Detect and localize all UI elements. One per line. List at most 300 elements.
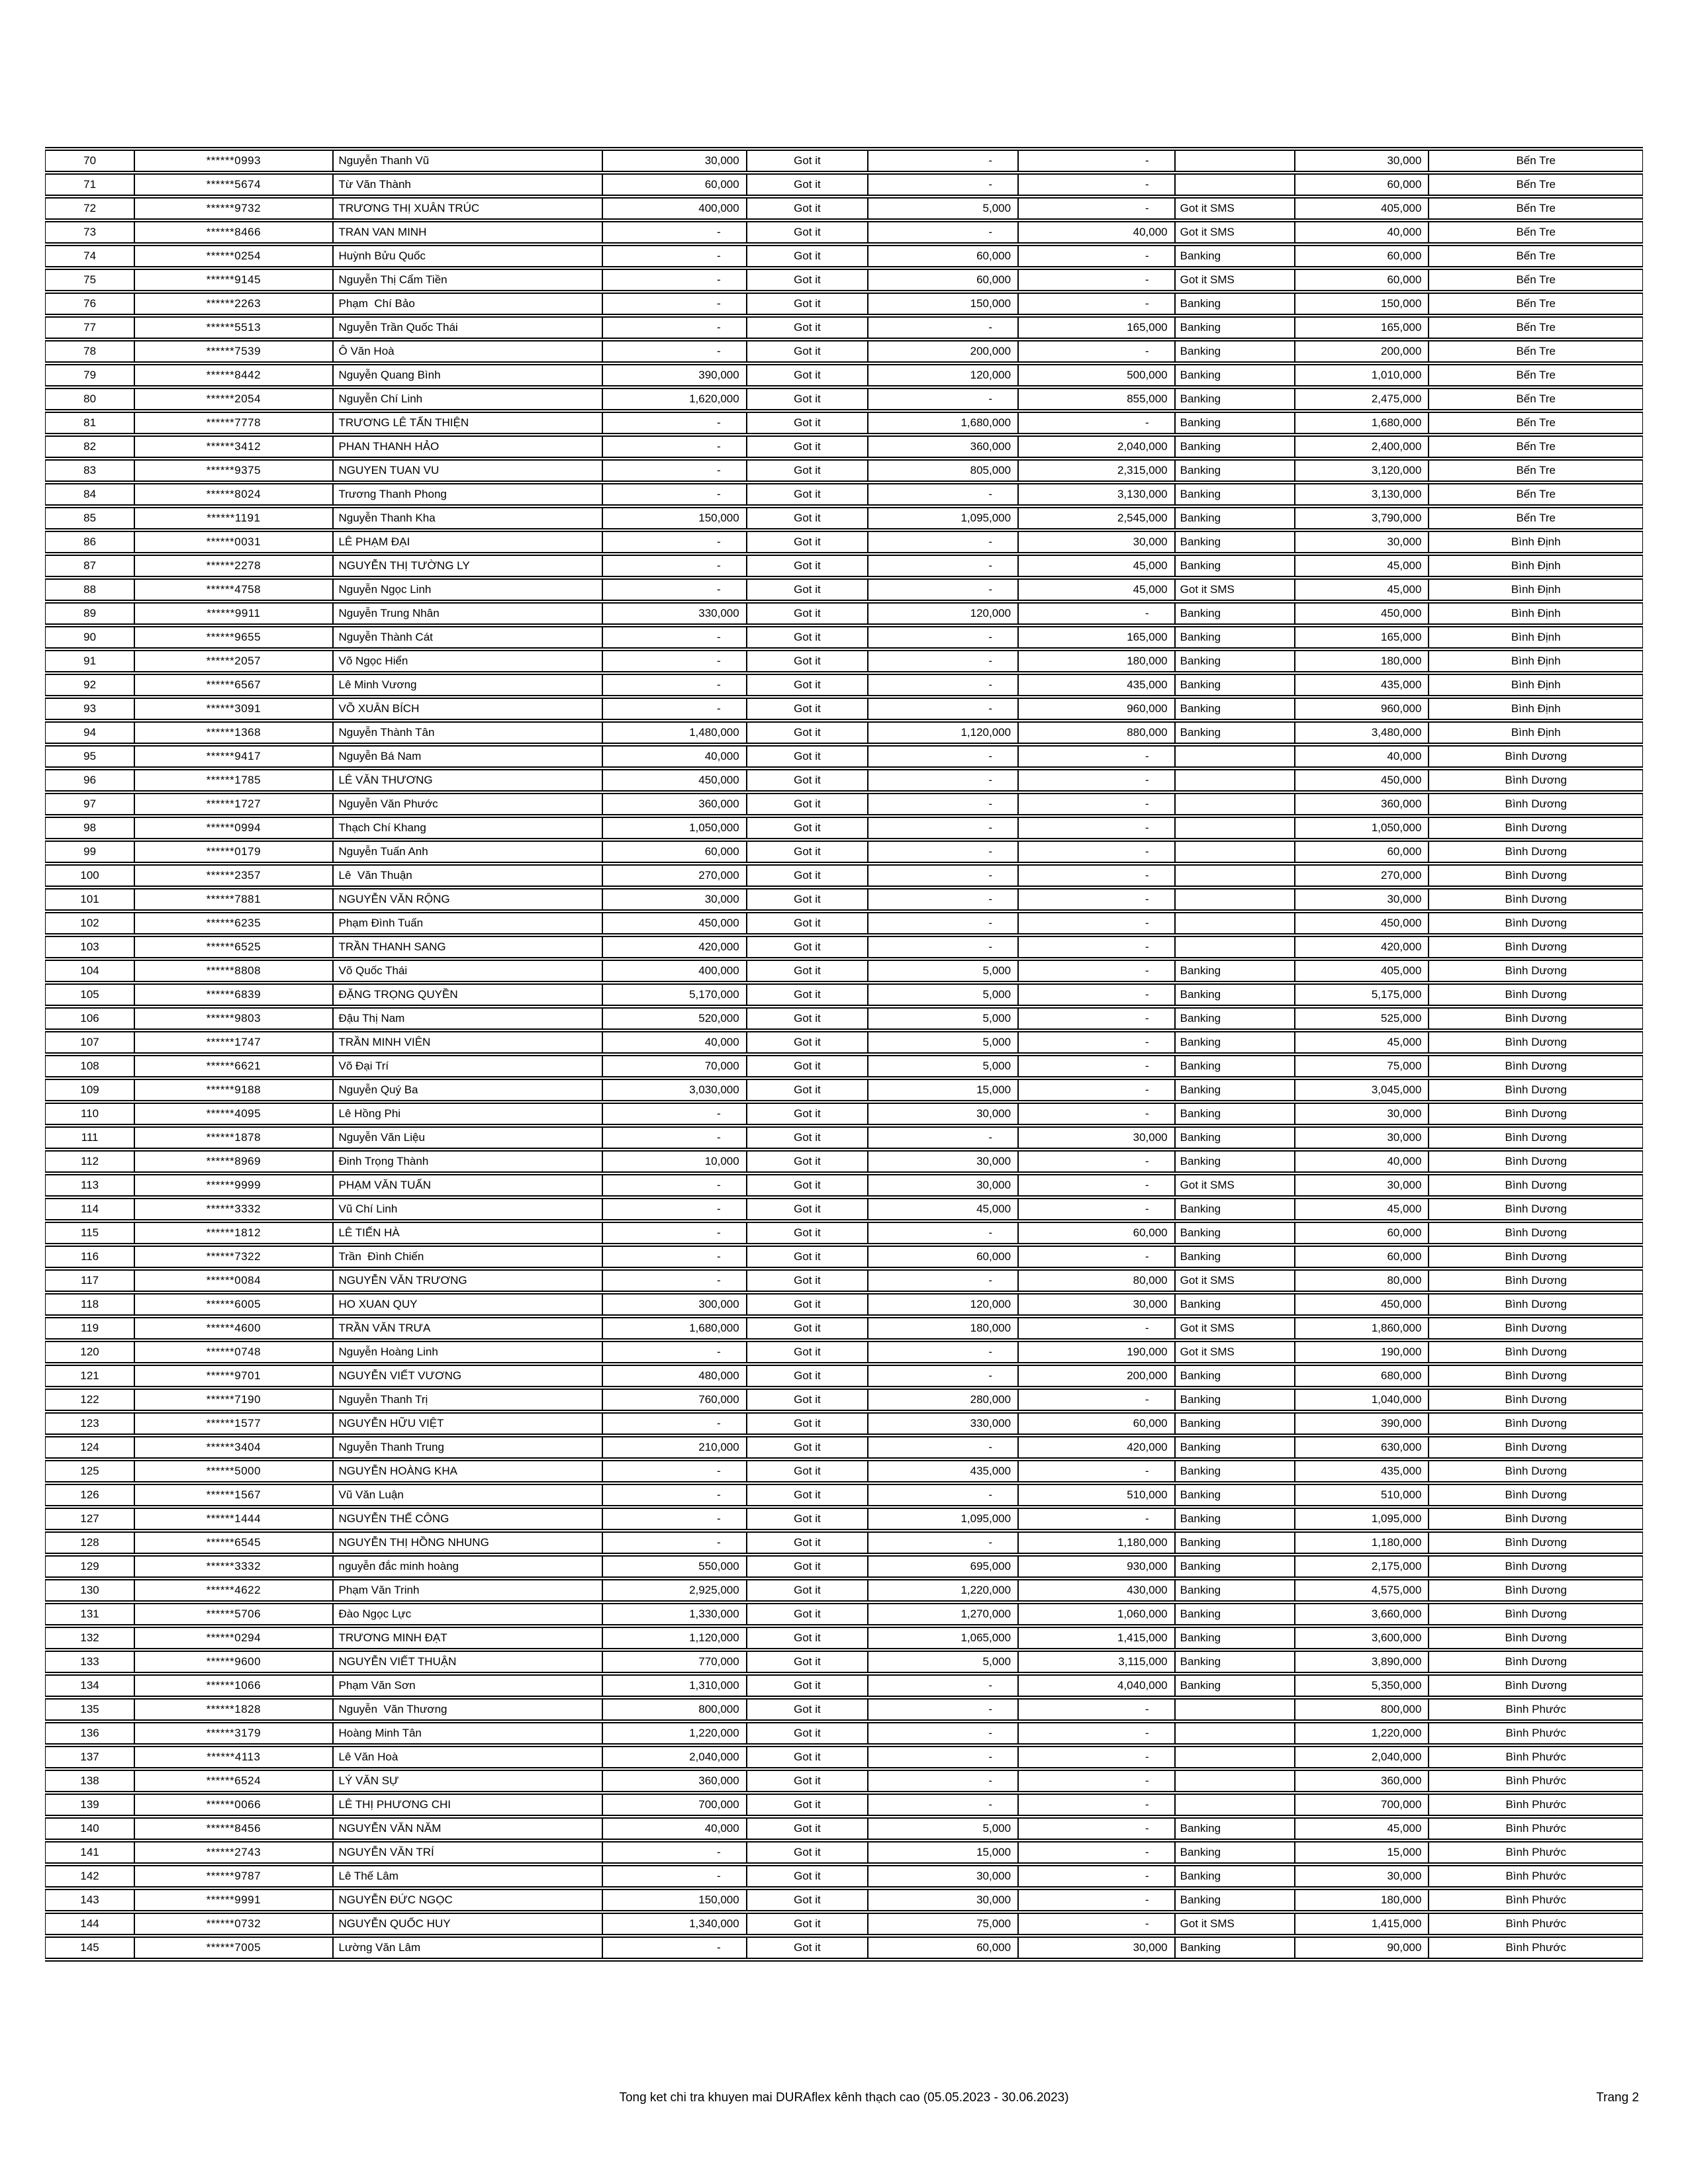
table-row xyxy=(45,1198,1643,1220)
cell-no: 75 xyxy=(45,269,134,291)
cell-phone: ******9655 xyxy=(134,626,332,649)
table-row xyxy=(45,817,1643,839)
cell-phone: ******0993 xyxy=(134,150,332,172)
cell-no: 94 xyxy=(45,721,134,744)
cell-name: Lê Thế Lâm xyxy=(333,1865,603,1888)
cell-phone: ******6235 xyxy=(134,912,332,934)
cell-amount3: - xyxy=(1018,245,1175,267)
cell-total: 680,000 xyxy=(1295,1365,1429,1387)
cell-no: 98 xyxy=(45,817,134,839)
cell-name: Nguyễn Ngọc Linh xyxy=(333,578,603,601)
cell-province: Bình Dương xyxy=(1429,1150,1643,1173)
cell-total: 1,220,000 xyxy=(1295,1722,1429,1745)
cell-amount2: - xyxy=(868,388,1018,410)
table-row xyxy=(45,1007,1643,1030)
cell-amount3: 30,000 xyxy=(1018,1126,1175,1149)
cell-amount1: 700,000 xyxy=(602,1794,746,1816)
cell-phone: ******4600 xyxy=(134,1317,332,1340)
cell-phone: ******9188 xyxy=(134,1079,332,1101)
cell-amount3: - xyxy=(1018,864,1175,887)
cell-amount1: - xyxy=(602,1198,746,1220)
cell-amount3: - xyxy=(1018,1150,1175,1173)
cell-no: 105 xyxy=(45,983,134,1006)
cell-amount3: 2,040,000 xyxy=(1018,435,1175,458)
cell-province: Bình Dương xyxy=(1429,1079,1643,1101)
cell-phone: ******1812 xyxy=(134,1222,332,1244)
cell-no: 115 xyxy=(45,1222,134,1244)
cell-method: Banking xyxy=(1175,1460,1295,1482)
cell-amount1: 40,000 xyxy=(602,745,746,768)
cell-amount3: 2,545,000 xyxy=(1018,507,1175,529)
cell-total: 40,000 xyxy=(1295,221,1429,244)
cell-amount1: - xyxy=(602,626,746,649)
cell-method: Banking xyxy=(1175,1484,1295,1506)
cell-amount1: 2,040,000 xyxy=(602,1746,746,1768)
table-row xyxy=(45,1484,1643,1506)
cell-total: 3,890,000 xyxy=(1295,1651,1429,1673)
table-row xyxy=(45,316,1643,339)
cell-province: Bình Phước xyxy=(1429,1817,1643,1840)
cell-amount3: - xyxy=(1018,1246,1175,1268)
cell-province: Bình Dương xyxy=(1429,1579,1643,1602)
cell-amount2: 30,000 xyxy=(868,1865,1018,1888)
cell-no: 143 xyxy=(45,1889,134,1911)
cell-method: Banking xyxy=(1175,435,1295,458)
cell-amount2: - xyxy=(868,531,1018,553)
cell-province: Bình Dương xyxy=(1429,888,1643,911)
cell-total: 1,095,000 xyxy=(1295,1508,1429,1530)
cell-phone: ******0294 xyxy=(134,1627,332,1649)
cell-phone: ******1567 xyxy=(134,1484,332,1506)
cell-amount1: - xyxy=(602,221,746,244)
cell-amount1: - xyxy=(602,1412,746,1435)
cell-method: Banking xyxy=(1175,1055,1295,1077)
cell-amount2: - xyxy=(868,888,1018,911)
table-row xyxy=(45,578,1643,601)
cell-amount2: - xyxy=(868,769,1018,792)
cell-status: Got it xyxy=(747,1436,868,1459)
cell-amount3: 960,000 xyxy=(1018,698,1175,720)
cell-province: Bình Phước xyxy=(1429,1865,1643,1888)
cell-amount2: 805,000 xyxy=(868,459,1018,482)
cell-total: 800,000 xyxy=(1295,1698,1429,1721)
cell-amount2: 45,000 xyxy=(868,1198,1018,1220)
cell-status: Got it xyxy=(747,1936,868,1959)
cell-status: Got it xyxy=(747,864,868,887)
cell-amount3: 80,000 xyxy=(1018,1269,1175,1292)
cell-province: Bình Dương xyxy=(1429,936,1643,958)
cell-phone: ******2743 xyxy=(134,1841,332,1864)
table-row xyxy=(45,793,1643,815)
cell-province: Bến Tre xyxy=(1429,150,1643,172)
cell-province: Bến Tre xyxy=(1429,459,1643,482)
cell-total: 165,000 xyxy=(1295,316,1429,339)
cell-status: Got it xyxy=(747,221,868,244)
cell-phone: ******5000 xyxy=(134,1460,332,1482)
cell-total: 270,000 xyxy=(1295,864,1429,887)
cell-amount3: - xyxy=(1018,1055,1175,1077)
cell-no: 130 xyxy=(45,1579,134,1602)
cell-phone: ******7322 xyxy=(134,1246,332,1268)
cell-method: Got it SMS xyxy=(1175,1317,1295,1340)
cell-name: NGUYỄN THẾ CÔNG xyxy=(333,1508,603,1530)
cell-amount1: 1,480,000 xyxy=(602,721,746,744)
cell-province: Bến Tre xyxy=(1429,245,1643,267)
cell-status: Got it xyxy=(747,1293,868,1316)
cell-no: 87 xyxy=(45,555,134,577)
cell-province: Bình Dương xyxy=(1429,1174,1643,1197)
cell-province: Bến Tre xyxy=(1429,435,1643,458)
cell-status: Got it xyxy=(747,364,868,387)
cell-no: 80 xyxy=(45,388,134,410)
cell-province: Bến Tre xyxy=(1429,316,1643,339)
cell-no: 84 xyxy=(45,483,134,506)
cell-name: Vũ Văn Luận xyxy=(333,1484,603,1506)
cell-amount1: - xyxy=(602,459,746,482)
table-row xyxy=(45,1365,1643,1387)
cell-no: 86 xyxy=(45,531,134,553)
cell-no: 138 xyxy=(45,1770,134,1792)
cell-amount3: 930,000 xyxy=(1018,1555,1175,1578)
cell-no: 96 xyxy=(45,769,134,792)
cell-status: Got it xyxy=(747,1269,868,1292)
cell-amount3: 880,000 xyxy=(1018,721,1175,744)
cell-name: NGUYỄN HOÀNG KHA xyxy=(333,1460,603,1482)
cell-no: 78 xyxy=(45,340,134,363)
cell-name: Từ Văn Thành xyxy=(333,173,603,196)
cell-name: Nguyễn Thành Tân xyxy=(333,721,603,744)
cell-method: Got it SMS xyxy=(1175,1913,1295,1935)
cell-phone: ******9803 xyxy=(134,1007,332,1030)
cell-province: Bình Dương xyxy=(1429,1007,1643,1030)
cell-name: Nguyễn Thành Cát xyxy=(333,626,603,649)
cell-amount1: - xyxy=(602,531,746,553)
cell-no: 77 xyxy=(45,316,134,339)
cell-status: Got it xyxy=(747,340,868,363)
cell-amount3: - xyxy=(1018,841,1175,863)
cell-method xyxy=(1175,745,1295,768)
cell-province: Bình Dương xyxy=(1429,1103,1643,1125)
cell-no: 103 xyxy=(45,936,134,958)
cell-no: 126 xyxy=(45,1484,134,1506)
table-row xyxy=(45,459,1643,482)
cell-status: Got it xyxy=(747,960,868,982)
cell-phone: ******4622 xyxy=(134,1579,332,1602)
cell-total: 165,000 xyxy=(1295,626,1429,649)
cell-amount2: - xyxy=(868,1365,1018,1387)
cell-method xyxy=(1175,769,1295,792)
cell-amount3: - xyxy=(1018,1388,1175,1411)
cell-phone: ******1577 xyxy=(134,1412,332,1435)
cell-total: 90,000 xyxy=(1295,1936,1429,1959)
cell-phone: ******7881 xyxy=(134,888,332,911)
cell-amount2: - xyxy=(868,173,1018,196)
cell-total: 405,000 xyxy=(1295,197,1429,220)
cell-no: 102 xyxy=(45,912,134,934)
cell-method: Banking xyxy=(1175,1555,1295,1578)
cell-name: Trương Thanh Phong xyxy=(333,483,603,506)
cell-no: 108 xyxy=(45,1055,134,1077)
cell-name: NGUYỄN VĂN TRÍ xyxy=(333,1841,603,1864)
cell-total: 510,000 xyxy=(1295,1484,1429,1506)
cell-amount2: 1,220,000 xyxy=(868,1579,1018,1602)
cell-amount1: - xyxy=(602,245,746,267)
cell-phone: ******6524 xyxy=(134,1770,332,1792)
cell-amount1: 40,000 xyxy=(602,1817,746,1840)
cell-method: Banking xyxy=(1175,483,1295,506)
cell-amount3: - xyxy=(1018,1698,1175,1721)
cell-province: Bình Dương xyxy=(1429,1269,1643,1292)
cell-phone: ******4095 xyxy=(134,1103,332,1125)
cell-total: 360,000 xyxy=(1295,793,1429,815)
cell-status: Got it xyxy=(747,1317,868,1340)
cell-phone: ******8969 xyxy=(134,1150,332,1173)
cell-method: Banking xyxy=(1175,1222,1295,1244)
cell-province: Bình Dương xyxy=(1429,1436,1643,1459)
table-row xyxy=(45,745,1643,768)
cell-name: Nguyễn Chí Linh xyxy=(333,388,603,410)
cell-name: Nguyễn Thanh Trung xyxy=(333,1436,603,1459)
table-row xyxy=(45,650,1643,672)
cell-amount2: - xyxy=(868,150,1018,172)
cell-status: Got it xyxy=(747,674,868,696)
cell-amount2: 1,095,000 xyxy=(868,1508,1018,1530)
table-row xyxy=(45,1293,1643,1316)
cell-name: LÊ PHẠM ĐẠI xyxy=(333,531,603,553)
cell-total: 60,000 xyxy=(1295,1246,1429,1268)
cell-no: 125 xyxy=(45,1460,134,1482)
cell-method: Got it SMS xyxy=(1175,1341,1295,1363)
cell-phone: ******2057 xyxy=(134,650,332,672)
cell-status: Got it xyxy=(747,793,868,815)
cell-amount1: - xyxy=(602,698,746,720)
cell-name: TRẦN MINH VIÊN xyxy=(333,1031,603,1054)
cell-status: Got it xyxy=(747,1388,868,1411)
cell-method xyxy=(1175,1794,1295,1816)
cell-method: Got it SMS xyxy=(1175,221,1295,244)
cell-no: 142 xyxy=(45,1865,134,1888)
cell-no: 122 xyxy=(45,1388,134,1411)
cell-status: Got it xyxy=(747,1460,868,1482)
table-row xyxy=(45,1222,1643,1244)
table-row xyxy=(45,364,1643,387)
cell-amount2: 1,095,000 xyxy=(868,507,1018,529)
cell-province: Bình Định xyxy=(1429,602,1643,625)
table-row xyxy=(45,507,1643,529)
cell-no: 121 xyxy=(45,1365,134,1387)
cell-method: Banking xyxy=(1175,650,1295,672)
cell-amount3: 165,000 xyxy=(1018,316,1175,339)
cell-phone: ******0732 xyxy=(134,1913,332,1935)
cell-name: Nguyễn Trần Quốc Thái xyxy=(333,316,603,339)
cell-phone: ******6621 xyxy=(134,1055,332,1077)
table-row xyxy=(45,1341,1643,1363)
cell-no: 88 xyxy=(45,578,134,601)
cell-no: 92 xyxy=(45,674,134,696)
cell-phone: ******6545 xyxy=(134,1531,332,1554)
cell-amount1: 360,000 xyxy=(602,793,746,815)
cell-phone: ******0179 xyxy=(134,841,332,863)
cell-name: NGUYỄN VĂN NĂM xyxy=(333,1817,603,1840)
cell-phone: ******8442 xyxy=(134,364,332,387)
cell-total: 30,000 xyxy=(1295,1174,1429,1197)
cell-total: 2,400,000 xyxy=(1295,435,1429,458)
cell-amount3: - xyxy=(1018,1722,1175,1745)
cell-status: Got it xyxy=(747,626,868,649)
cell-status: Got it xyxy=(747,1698,868,1721)
cell-amount2: 60,000 xyxy=(868,1936,1018,1959)
cell-phone: ******1878 xyxy=(134,1126,332,1149)
cell-amount3: 60,000 xyxy=(1018,1222,1175,1244)
cell-no: 107 xyxy=(45,1031,134,1054)
cell-amount3: - xyxy=(1018,1508,1175,1530)
cell-method: Banking xyxy=(1175,674,1295,696)
cell-amount1: 520,000 xyxy=(602,1007,746,1030)
cell-method: Banking xyxy=(1175,1150,1295,1173)
cell-no: 93 xyxy=(45,698,134,720)
cell-status: Got it xyxy=(747,1817,868,1840)
cell-status: Got it xyxy=(747,1222,868,1244)
cell-no: 118 xyxy=(45,1293,134,1316)
cell-phone: ******1368 xyxy=(134,721,332,744)
cell-province: Bến Tre xyxy=(1429,340,1643,363)
table-row xyxy=(45,1627,1643,1649)
cell-amount1: - xyxy=(602,316,746,339)
cell-amount1: 3,030,000 xyxy=(602,1079,746,1101)
cell-total: 30,000 xyxy=(1295,1126,1429,1149)
cell-phone: ******1191 xyxy=(134,507,332,529)
cell-amount1: 550,000 xyxy=(602,1555,746,1578)
cell-no: 89 xyxy=(45,602,134,625)
cell-province: Bến Tre xyxy=(1429,293,1643,315)
cell-phone: ******1747 xyxy=(134,1031,332,1054)
cell-name: Lê Minh Vương xyxy=(333,674,603,696)
cell-amount1: - xyxy=(602,293,746,315)
cell-province: Bình Dương xyxy=(1429,745,1643,768)
cell-total: 60,000 xyxy=(1295,245,1429,267)
cell-phone: ******7190 xyxy=(134,1388,332,1411)
cell-total: 525,000 xyxy=(1295,1007,1429,1030)
cell-total: 450,000 xyxy=(1295,912,1429,934)
cell-amount2: 1,065,000 xyxy=(868,1627,1018,1649)
cell-total: 30,000 xyxy=(1295,531,1429,553)
table-row xyxy=(45,531,1643,553)
cell-total: 390,000 xyxy=(1295,1412,1429,1435)
cell-method: Got it SMS xyxy=(1175,269,1295,291)
table-row xyxy=(45,1746,1643,1768)
cell-name: NGUYỄN VĂN TRƯƠNG xyxy=(333,1269,603,1292)
cell-total: 5,350,000 xyxy=(1295,1674,1429,1697)
cell-phone: ******2357 xyxy=(134,864,332,887)
cell-method xyxy=(1175,1770,1295,1792)
cell-name: nguyễn đắc minh hoàng xyxy=(333,1555,603,1578)
cell-total: 960,000 xyxy=(1295,698,1429,720)
table-row xyxy=(45,1412,1643,1435)
cell-name: NGUYỄN HỮU VIỆT xyxy=(333,1412,603,1435)
table-row xyxy=(45,150,1643,172)
cell-total: 45,000 xyxy=(1295,578,1429,601)
cell-no: 70 xyxy=(45,150,134,172)
cell-amount2: 280,000 xyxy=(868,1388,1018,1411)
cell-no: 117 xyxy=(45,1269,134,1292)
cell-total: 3,130,000 xyxy=(1295,483,1429,506)
cell-amount2: - xyxy=(868,1436,1018,1459)
cell-amount2: 5,000 xyxy=(868,1055,1018,1077)
payout-table xyxy=(45,147,1643,1962)
cell-province: Bình Dương xyxy=(1429,1508,1643,1530)
cell-amount2: - xyxy=(868,1674,1018,1697)
cell-phone: ******9600 xyxy=(134,1651,332,1673)
cell-total: 180,000 xyxy=(1295,1889,1429,1911)
cell-name: Nguyễn Văn Phước xyxy=(333,793,603,815)
cell-amount1: 270,000 xyxy=(602,864,746,887)
cell-province: Bình Dương xyxy=(1429,769,1643,792)
cell-province: Bình Dương xyxy=(1429,1603,1643,1625)
cell-province: Bến Tre xyxy=(1429,388,1643,410)
cell-amount1: - xyxy=(602,1174,746,1197)
cell-name: Đinh Trọng Thành xyxy=(333,1150,603,1173)
cell-amount2: - xyxy=(868,578,1018,601)
cell-amount2: 75,000 xyxy=(868,1913,1018,1935)
cell-amount2: 30,000 xyxy=(868,1150,1018,1173)
cell-amount1: 770,000 xyxy=(602,1651,746,1673)
cell-province: Bình Định xyxy=(1429,578,1643,601)
cell-no: 111 xyxy=(45,1126,134,1149)
table-row xyxy=(45,721,1643,744)
cell-province: Bình Phước xyxy=(1429,1889,1643,1911)
cell-province: Bình Dương xyxy=(1429,1293,1643,1316)
cell-phone: ******8456 xyxy=(134,1817,332,1840)
cell-amount1: 210,000 xyxy=(602,1436,746,1459)
cell-name: Nguyễn Thanh Vũ xyxy=(333,150,603,172)
table-row xyxy=(45,1936,1643,1959)
cell-no: 76 xyxy=(45,293,134,315)
cell-no: 139 xyxy=(45,1794,134,1816)
table-row xyxy=(45,864,1643,887)
cell-name: Huỳnh Bửu Quốc xyxy=(333,245,603,267)
cell-province: Bình Dương xyxy=(1429,1627,1643,1649)
cell-total: 1,050,000 xyxy=(1295,817,1429,839)
cell-status: Got it xyxy=(747,1484,868,1506)
cell-amount2: 200,000 xyxy=(868,340,1018,363)
cell-phone: ******6005 xyxy=(134,1293,332,1316)
cell-total: 60,000 xyxy=(1295,269,1429,291)
cell-total: 435,000 xyxy=(1295,1460,1429,1482)
cell-amount3: 165,000 xyxy=(1018,626,1175,649)
cell-no: 116 xyxy=(45,1246,134,1268)
cell-amount3: 60,000 xyxy=(1018,1412,1175,1435)
cell-total: 450,000 xyxy=(1295,769,1429,792)
cell-no: 112 xyxy=(45,1150,134,1173)
cell-phone: ******9417 xyxy=(134,745,332,768)
cell-amount2: - xyxy=(868,483,1018,506)
cell-method xyxy=(1175,1746,1295,1768)
cell-method xyxy=(1175,888,1295,911)
cell-phone: ******3412 xyxy=(134,435,332,458)
cell-total: 190,000 xyxy=(1295,1341,1429,1363)
cell-amount2: - xyxy=(868,745,1018,768)
cell-amount1: 1,620,000 xyxy=(602,388,746,410)
cell-name: Lê Văn Thuận xyxy=(333,864,603,887)
cell-amount1: 5,170,000 xyxy=(602,983,746,1006)
cell-status: Got it xyxy=(747,531,868,553)
cell-phone: ******4758 xyxy=(134,578,332,601)
cell-phone: ******9999 xyxy=(134,1174,332,1197)
cell-total: 30,000 xyxy=(1295,888,1429,911)
cell-phone: ******9911 xyxy=(134,602,332,625)
table-row xyxy=(45,1531,1643,1554)
cell-status: Got it xyxy=(747,459,868,482)
